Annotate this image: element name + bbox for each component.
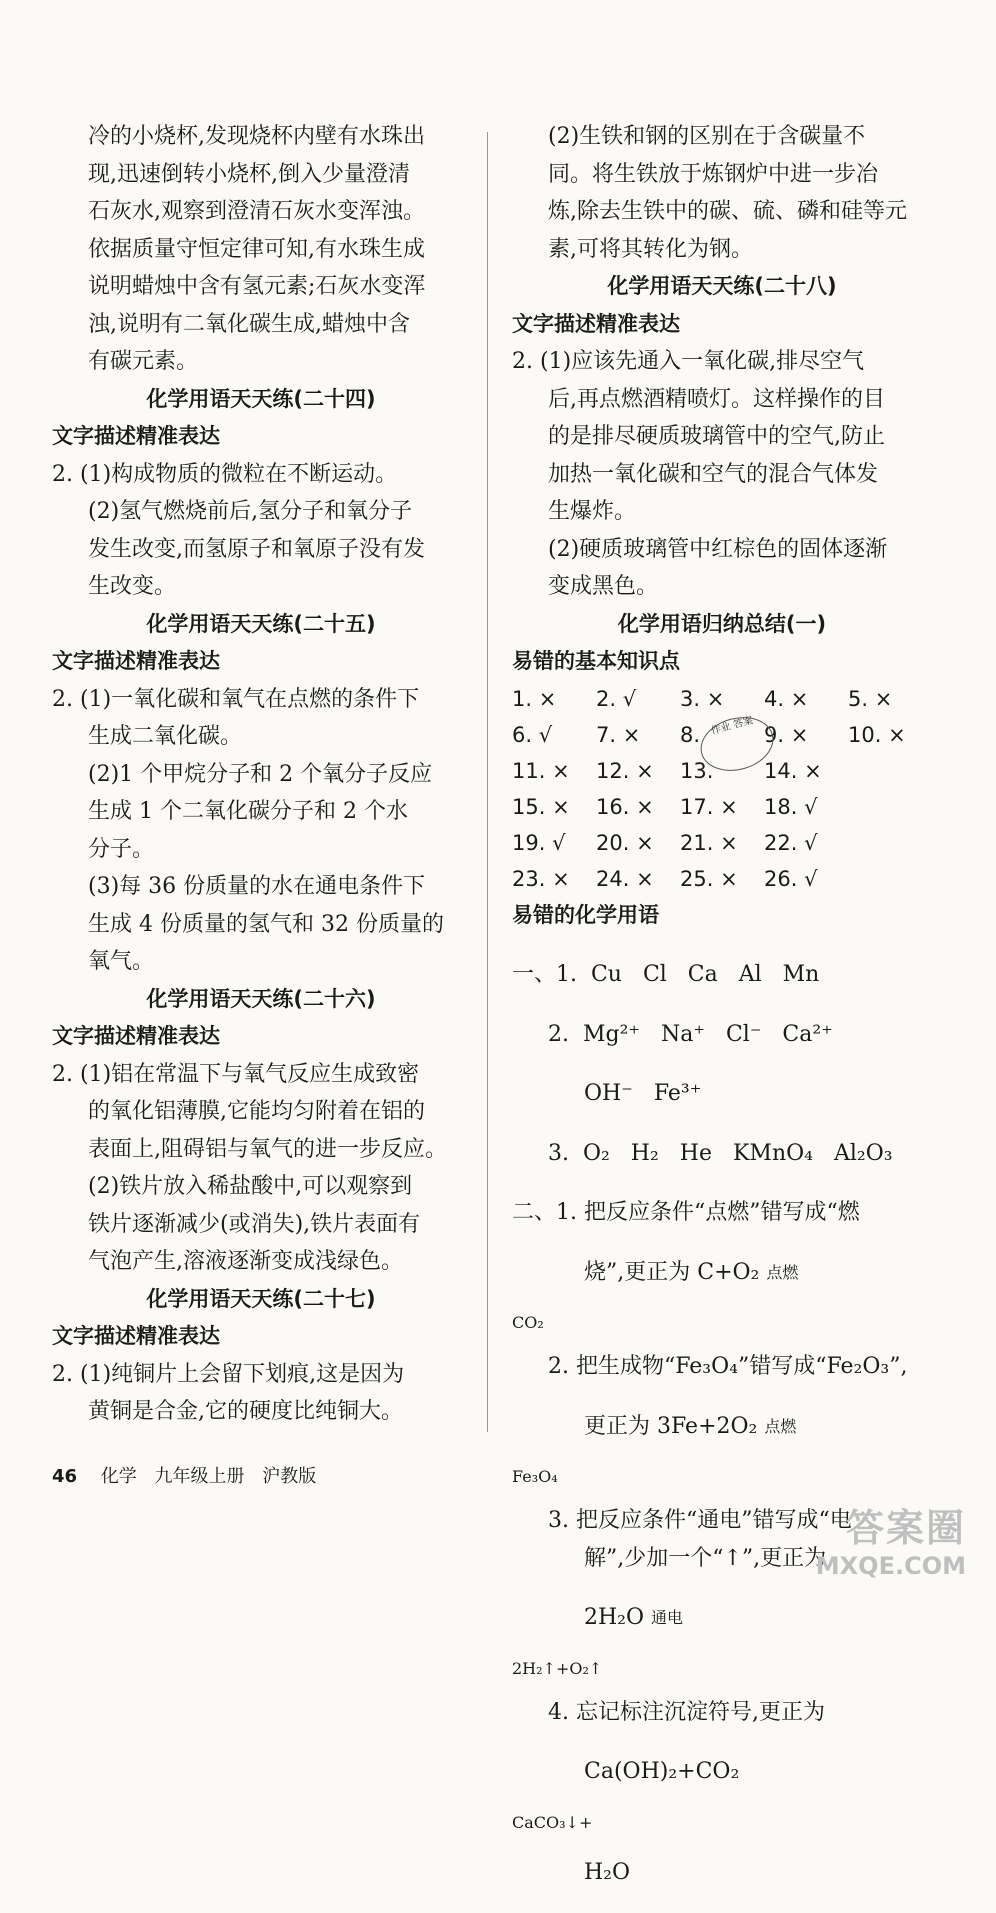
- intro-line: 现,迅速倒转小烧杯,倒入少量澄清: [88, 161, 410, 187]
- eq-right: CO₂: [512, 1313, 544, 1332]
- correction-line: 4. 忘记标注沉淀符号,更正为: [548, 1699, 825, 1725]
- footer-edition: 沪教版: [262, 1466, 317, 1487]
- section-title-24: 化学用语天天练(二十四): [146, 386, 376, 411]
- mark-cell: 7. ×: [596, 722, 641, 747]
- summary-title: 化学用语归纳总结(一): [617, 611, 827, 636]
- correction-equation: [512, 1599, 932, 1637]
- mark-cell: 22. √: [764, 830, 818, 855]
- section-subtitle: 易错的基本知识点: [512, 649, 680, 673]
- answer-line: 生改变。: [88, 574, 177, 599]
- intro-line: 冷的小烧杯,发现烧杯内壁有水珠出: [88, 124, 425, 149]
- intro-line: 浊,说明有二氧化碳生成,蜡烛中含: [88, 311, 410, 337]
- mark-cell: 20. ×: [596, 830, 654, 855]
- correction-line: 3. 把反应条件“通电”错写成“电: [548, 1508, 852, 1533]
- mark-cell: 17. ×: [680, 794, 738, 819]
- answer-line: 变成黑色。: [548, 574, 659, 599]
- correction-equation: [512, 1254, 932, 1292]
- mark-cell: 6. √: [512, 722, 553, 747]
- mark-cell: 19. √: [512, 830, 566, 855]
- eq-left: Ca(OH)₂+CO₂: [584, 1759, 740, 1784]
- mark-cell: 15. ×: [512, 794, 570, 819]
- eq-right: 2H₂↑+O₂↑: [512, 1658, 603, 1678]
- correction-equation: [512, 1753, 932, 1791]
- mark-grid: [512, 681, 932, 897]
- mark-cell: 8.: [680, 722, 701, 747]
- mark-cell: 5. ×: [848, 686, 893, 711]
- answer-line: 2. (1)铝在常温下与氧气反应生成致密: [52, 1061, 420, 1087]
- mark-cell: 9. ×: [764, 722, 809, 747]
- mark-cell: 25. ×: [680, 866, 738, 891]
- mark-cell: 23. ×: [512, 866, 570, 891]
- answer-line: 2. (1)构成物质的微粒在不断运动。: [52, 461, 398, 487]
- mark-cell: 21. ×: [680, 830, 738, 855]
- mark-cell: 4. ×: [764, 686, 809, 711]
- section-title-25: 化学用语天天练(二十五): [146, 611, 376, 636]
- mark-cell: 1. ×: [512, 686, 557, 711]
- reaction-condition: 点燃: [766, 1262, 799, 1282]
- answer-line: 的是排尽硬质玻璃管中的空气,防止: [548, 424, 885, 449]
- answer-line: 黄铜是合金,它的硬度比纯铜大。: [88, 1399, 403, 1424]
- section-title-26: 化学用语天天练(二十六): [146, 986, 376, 1011]
- intro-line: (2)生铁和钢的区别在于含碳量不: [548, 124, 866, 149]
- answer-line: (2)铁片放入稀盐酸中,可以观察到: [88, 1174, 413, 1199]
- answer-line: 铁片逐渐减少(或消失),铁片表面有: [88, 1211, 421, 1237]
- mark-cell: 11. ×: [512, 758, 570, 783]
- eq-left: 更正为 3Fe+2O₂: [584, 1413, 758, 1439]
- answer-line: (3)每 36 份质量的水在通电条件下: [88, 874, 426, 899]
- section-subtitle: 文字描述精准表达: [52, 1024, 220, 1048]
- intro-line: 石灰水,观察到澄清石灰水变浑浊。: [88, 199, 425, 224]
- answer-line: (2)氢气燃烧前后,氢分子和氧分子: [88, 499, 413, 524]
- section-subtitle: 文字描述精准表达: [512, 311, 680, 336]
- footer-grade: 九年级上册: [154, 1466, 245, 1487]
- correction-equation: [512, 1408, 932, 1446]
- answer-line: 2. (1)应该先通入一氧化碳,排尽空气: [512, 349, 865, 374]
- mark-row: [512, 825, 932, 861]
- symbol-line: OH⁻ Fe³⁺: [584, 1081, 702, 1106]
- page-footer: [52, 1462, 328, 1488]
- section-subtitle: 文字描述精准表达: [52, 424, 220, 448]
- section-subtitle: 文字描述精准表达: [52, 649, 220, 673]
- eq-left: 2H₂O: [584, 1605, 645, 1630]
- answer-line: 2. (1)纯铜片上会留下划痕,这是因为: [52, 1361, 405, 1387]
- section-subtitle: 易错的化学用语: [512, 902, 659, 927]
- reaction-arrow: [651, 1610, 683, 1626]
- reaction-arrow: [764, 1416, 797, 1436]
- mark-cell: 24. ×: [596, 866, 654, 891]
- answer-line: (2)硬质玻璃管中红棕色的固体逐渐: [548, 536, 888, 562]
- left-column: [52, 118, 470, 1431]
- intro-line: 说明蜡烛中含有氢元素;石灰水变浑: [88, 274, 426, 299]
- mark-cell: 14. ×: [764, 758, 822, 783]
- eq-right: Fe₃O₄: [512, 1467, 558, 1486]
- symbol-line: 一、1. Cu Cl Ca Al Mn: [512, 962, 820, 987]
- symbol-line: 2. Mg²⁺ Na⁺ Cl⁻ Ca²⁺: [548, 1021, 833, 1047]
- intro-line: 依据质量守恒定律可知,有水珠生成: [88, 236, 425, 262]
- answer-line: 气泡产生,溶液逐渐变成浅绿色。: [88, 1249, 403, 1274]
- section-subtitle: 文字描述精准表达: [52, 1324, 220, 1348]
- mark-row: [512, 681, 932, 717]
- answer-line: 2. (1)一氧化碳和氧气在点燃的条件下: [52, 686, 420, 712]
- section-title-27: 化学用语天天练(二十七): [146, 1286, 376, 1311]
- symbol-line: 3. O₂ H₂ He KMnO₄ Al₂O₃: [548, 1140, 893, 1166]
- eq-left: 烧”,更正为 C+O₂: [584, 1259, 760, 1285]
- section-title-28: 化学用语天天练(二十八): [607, 274, 837, 298]
- intro-line: 同。将生铁放于炼钢炉中进一步冶: [548, 161, 879, 187]
- answer-line: 分子。: [88, 836, 155, 862]
- reaction-arrow: [766, 1262, 799, 1282]
- mark-row: [512, 789, 932, 825]
- answer-line: 表面上,阻碍铝与氧气的进一步反应。: [88, 1136, 447, 1162]
- right-column: [512, 118, 932, 1913]
- watermark-url: MXQE.COM: [815, 1552, 966, 1580]
- intro-line: 素,可将其转化为钢。: [548, 236, 753, 262]
- mark-cell: 13.: [680, 758, 714, 783]
- stamp-seal: 作业 答案: [695, 709, 780, 778]
- watermark-logo: [816, 1497, 966, 1580]
- reaction-condition: 点燃: [764, 1416, 797, 1436]
- mark-cell: 2. √: [596, 686, 637, 711]
- page-number: 46: [52, 1466, 78, 1487]
- answer-line: 生成二氧化碳。: [88, 724, 243, 749]
- eq-right: CaCO₃↓+: [512, 1812, 593, 1832]
- mark-cell: 3. ×: [680, 686, 725, 711]
- mark-row: [512, 861, 932, 897]
- intro-line: 有碳元素。: [88, 349, 199, 374]
- correction-line: H₂O: [584, 1859, 631, 1885]
- correction-line: 解”,少加一个“↑”,更正为: [584, 1545, 827, 1571]
- footer-subject: 化学: [100, 1466, 137, 1487]
- intro-line: 炼,除去生铁中的碳、硫、磷和硅等元: [548, 199, 907, 224]
- mark-cell: 18. √: [764, 794, 818, 819]
- answer-line: 后,再点燃酒精喷灯。这样操作的目: [548, 386, 885, 412]
- mark-cell: 26. √: [764, 866, 818, 891]
- reaction-condition: 通电: [651, 1608, 684, 1627]
- answer-line: 生爆炸。: [548, 499, 637, 524]
- watermark-text: 答案圈: [845, 1506, 966, 1550]
- answer-line: 生成 1 个二氧化碳分子和 2 个水: [88, 799, 408, 824]
- answer-line: (2)1 个甲烷分子和 2 个氧分子反应: [88, 761, 433, 787]
- correction-line: 2. 把生成物“Fe₃O₄”错写成“Fe₂O₃”,: [548, 1354, 908, 1379]
- answer-line: 加热一氧化碳和空气的混合气体发: [548, 461, 879, 487]
- answer-line: 的氧化铝薄膜,它能均匀附着在铝的: [88, 1099, 425, 1124]
- answer-line: 氧气。: [88, 949, 155, 974]
- mark-cell: 12. ×: [596, 758, 654, 783]
- column-divider: [487, 132, 488, 1432]
- mark-cell: 16. ×: [596, 794, 654, 819]
- correction-line: 二、1. 把反应条件“点燃”错写成“燃: [512, 1200, 860, 1225]
- answer-line: 发生改变,而氢原子和氧原子没有发: [88, 536, 425, 562]
- mark-cell: 10. ×: [848, 722, 906, 747]
- answer-line: 生成 4 份质量的氢气和 32 份质量的: [88, 911, 444, 937]
